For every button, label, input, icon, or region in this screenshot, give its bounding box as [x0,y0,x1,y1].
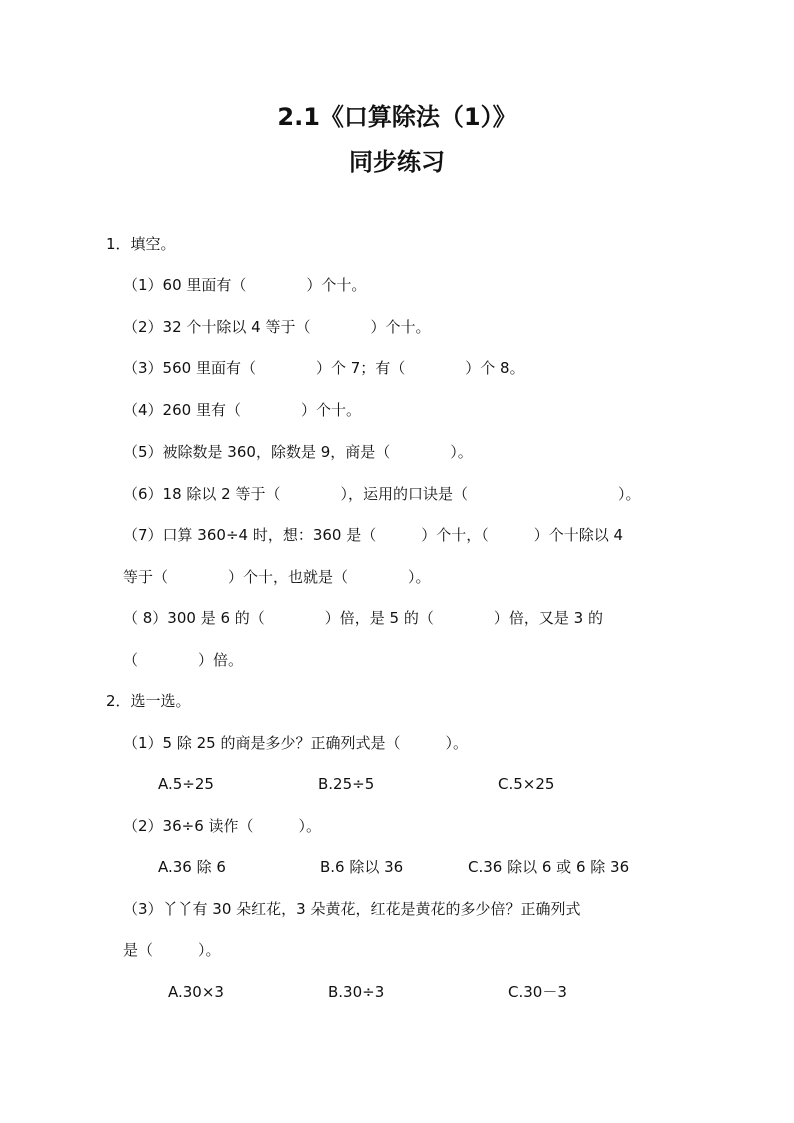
question-1-item-8: （ 8）300 是 6 的（ ）倍，是 5 的（ ）倍，又是 3 的 [123,609,603,627]
question-1-item-6: （6）18 除以 2 等于（ ），运用的口诀是（ ）。 [123,485,641,503]
question-1-item-4: （4）260 里有（ ）个十。 [123,401,361,419]
question-2-sub-1-stem: （1）5 除 25 的商是多少？正确列式是（ ）。 [123,734,468,752]
question-1-item-8-cont: （ ）倍。 [123,651,244,669]
question-2-sub-2-stem: （2）36÷6 读作（ ）。 [123,817,322,835]
question-2-sub-3-option-a: A.30×3 [168,983,224,1001]
question-2-sub-1-option-b: B.25÷5 [318,775,375,793]
question-1-heading: 1．填空。 [106,235,176,253]
question-1-item-7: （7）口算 360÷4 时，想：360 是（ ）个十，（ ）个十除以 4 [123,526,624,544]
question-1-item-1: （1）60 里面有（ ）个十。 [123,276,367,294]
question-2-sub-3-stem: （3）丫丫有 30 朵红花，3 朵黄花，红花是黄花的多少倍？正确列式 [123,900,581,918]
question-1-item-7-cont: 等于（ ）个十，也就是（ ）。 [123,568,431,586]
question-2-heading: 2．选一选。 [106,692,191,710]
question-2-sub-2-option-a: A.36 除 6 [158,858,226,876]
question-1-item-5: （5）被除数是 360，除数是 9，商是（ ）。 [123,443,473,461]
question-2-sub-2-option-c: C.36 除以 6 或 6 除 36 [468,858,630,876]
question-2-sub-1-option-c: C.5×25 [498,775,555,793]
question-2-sub-2-option-b: B.6 除以 36 [320,858,404,876]
question-2-sub-3-option-b: B.30÷3 [328,983,385,1001]
page-title: 2.1《口算除法（1）》 [277,103,517,131]
page-subtitle: 同步练习 [349,148,445,176]
question-1-item-3: （3）560 里面有（ ）个 7；有（ ）个 8。 [123,359,525,377]
question-2-sub-3-stem-cont: 是（ ）。 [123,941,221,959]
question-2-sub-1-option-a: A.5÷25 [158,775,214,793]
question-2-sub-3-option-c: C.30－3 [508,983,567,1001]
question-1-item-2: （2）32 个十除以 4 等于（ ）个十。 [123,318,431,336]
